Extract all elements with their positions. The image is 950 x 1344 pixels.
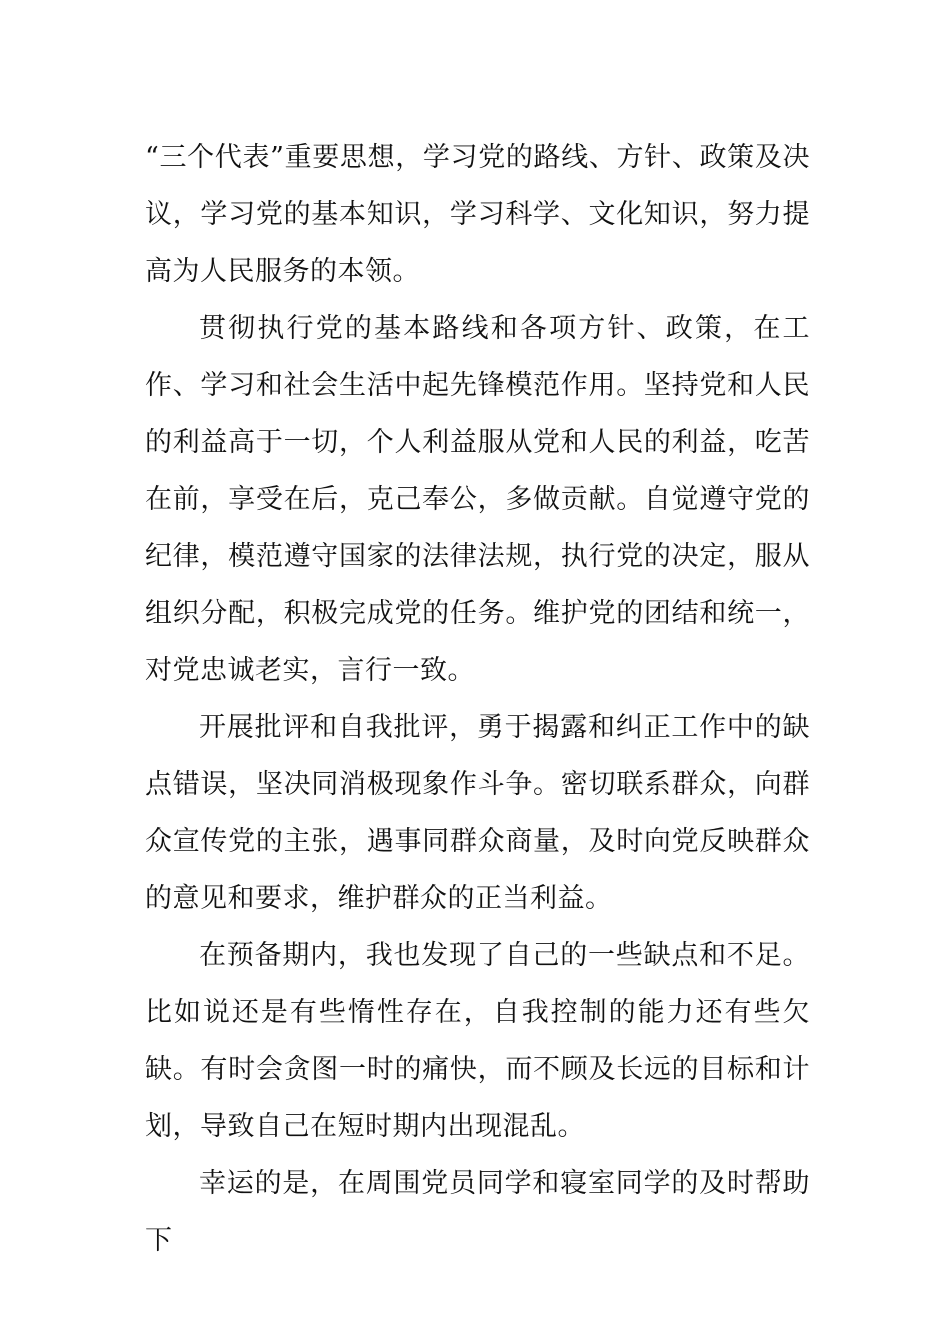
paragraph-implement-party-line: 贯彻执行党的基本路线和各项方针、政策，在工作、学习和社会生活中起先锋模范作用。坚持党和人民的利益高于一切，个人利益服从党和人民的利益，吃苦在前，享受在后，克己奉公，多做贡献。自觉遵守党的纪律，模范遵守国家的法律法规，执行党的决定，服从组织分配，积极完成党的任务。维护党的团结和统一，对党忠诚老实，言行一致。: [145, 313, 810, 686]
paragraph-criticism: 开展批评和自我批评，勇于揭露和纠正工作中的缺点错误，坚决同消极现象作斗争。密切联系群众，向群众宣传党的主张，遇事同群众商量，及时向党反映群众的意见和要求，维护群众的正当利益。: [145, 712, 810, 914]
document-body: [145, 129, 810, 1269]
paragraph-shortcomings: 在预备期内，我也发现了自己的一些缺点和不足。比如说还是有些惰性存在，自我控制的能力还有些欠缺。有时会贪图一时的痛快，而不顾及长远的目标和计划，导致自己在短时期内出现混乱。: [145, 940, 810, 1142]
paragraph-fortunately: 幸运的是，在周围党员同学和寝室同学的及时帮助下: [145, 1168, 810, 1256]
paragraph-continuation: “三个代表”重要思想，学习党的路线、方针、政策及决议，学习党的基本知识，学习科学、文化知识，努力提高为人民服务的本领。: [145, 142, 810, 287]
